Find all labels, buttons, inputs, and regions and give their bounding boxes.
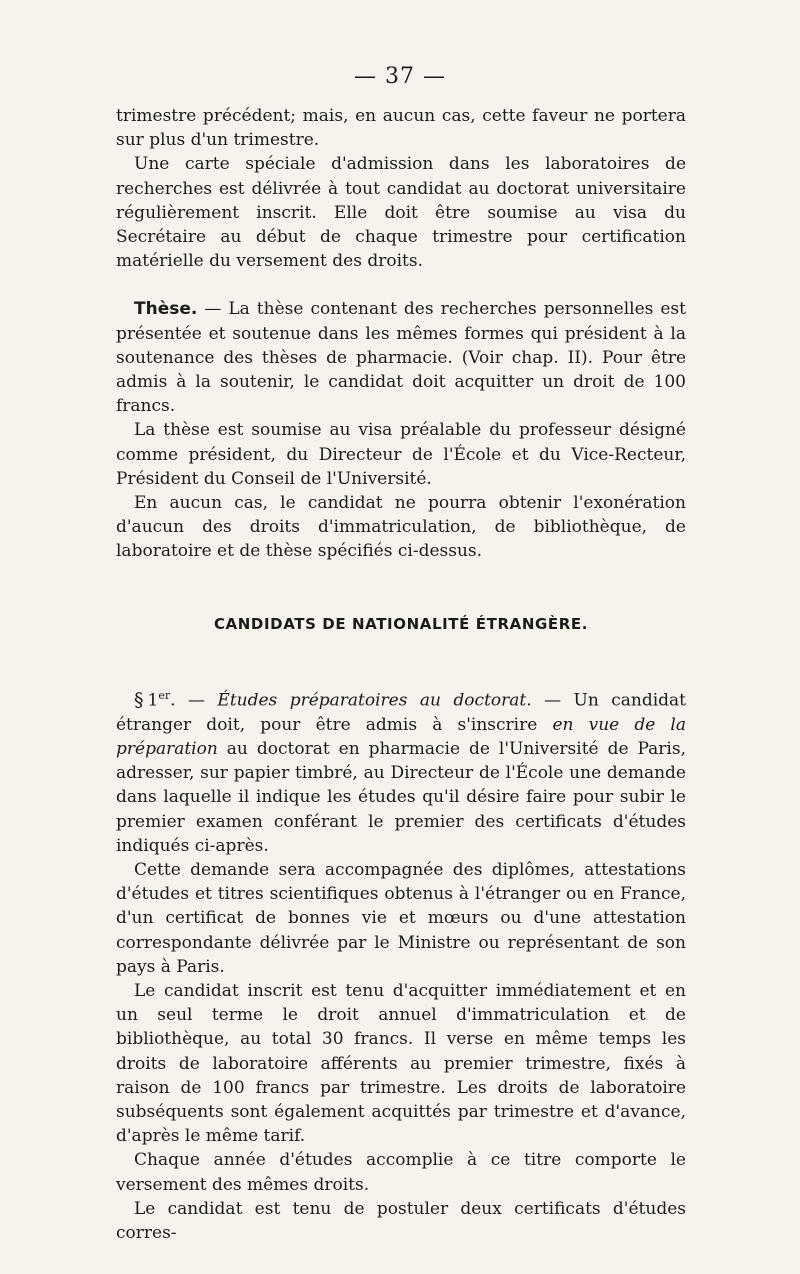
paragraph-9: Le candidat inscrit est tenu d'acquitter immédiatement et en un seul terme le droit annuel d'immatriculation et de bibliothèque, au total 30 francs. Il verse en même temps les droits de laboratoire afférents au premier trimestre, fixés à raison de 100 francs par trimestre. Les droits de laboratoire subséquents sont également acquittés par trimestre et d'avance, d'après le même tarif. [116,980,686,1147]
these-text: — La thèse contenant des recherches personnelles est présentée et soutenue dans les mêmes formes qui président à la soutenance des thèses de pharmacie. (Voir chap. II). Pour être admis à la soutenir, le candidat doit acquitter un droit de 100 francs. [116,299,686,417]
paragraph-7-rest: au doctorat en pharmacie de l'Université de Paris, adresser, sur papier timbré, au Directeur de l'École une demande dans laquelle il indique les études qu'il désire faire pour subir le premier examen conférant le premier des certificats d'études indiqués ci-après. [116,738,686,856]
paragraph-10: Chaque année d'études accomplie à ce titre comporte le versement des mêmes droits. [116,1150,686,1195]
paragraph-these [116,297,686,418]
paragraph-5: En aucun cas, le candidat ne pourra obtenir l'exonération d'aucun des droits d'immatriculation, de bibliothèque, de laboratoire et de thèse spécifiés ci-dessus. [116,493,686,562]
paragraph-4: La thèse est soumise au visa préalable du professeur désigné comme président, du Directeur de l'École et du Vice-Recteur, Président du Conseil de l'Université. [116,420,686,489]
paragraph-7-italic: en vue de la préparation [116,714,686,759]
paragraph-2: Une carte spéciale d'admission dans les laboratoires de recherches est délivrée à tout candidat au doctorat universitaire régulièrement inscrit. Elle doit être soumise au visa du Secrétaire au début de chaque trimestre pour certification matérielle du versement des droits. [116,154,686,272]
paragraph-8: Cette demande sera accompagnée des diplômes, attestations d'études et titres scientifiques obtenus à l'étranger ou en France, d'un certificat de bonnes vie et mœurs ou d'une attestation correspondante délivrée par le Ministre ou représentant de son pays à Paris. [116,859,686,977]
paragraph-7-middle: — Un candidat étranger doit, pour être admis à s'inscrire [116,690,687,735]
section-symbol: § [134,688,144,711]
section-number: 1 [147,690,159,711]
page-number: — 37 — [354,64,446,89]
section-superscript: er [158,688,171,702]
paragraph-7 [116,684,686,858]
paragraph-1: trimestre précédent; mais, en aucun cas, cette faveur ne portera sur plus d'un trimestre. [116,106,686,151]
section-title: CANDIDATS DE NATIONALITÉ ÉTRANGÈRE. [213,614,589,633]
page-body [116,104,686,1245]
section-separator: . — [170,690,218,711]
these-heading: Thèse. [134,299,198,320]
section-heading: Études préparatoires au doctorat. [217,690,532,711]
paragraph-11: Le candidat est tenu de postuler deux certificats d'études corres- [116,1198,686,1243]
